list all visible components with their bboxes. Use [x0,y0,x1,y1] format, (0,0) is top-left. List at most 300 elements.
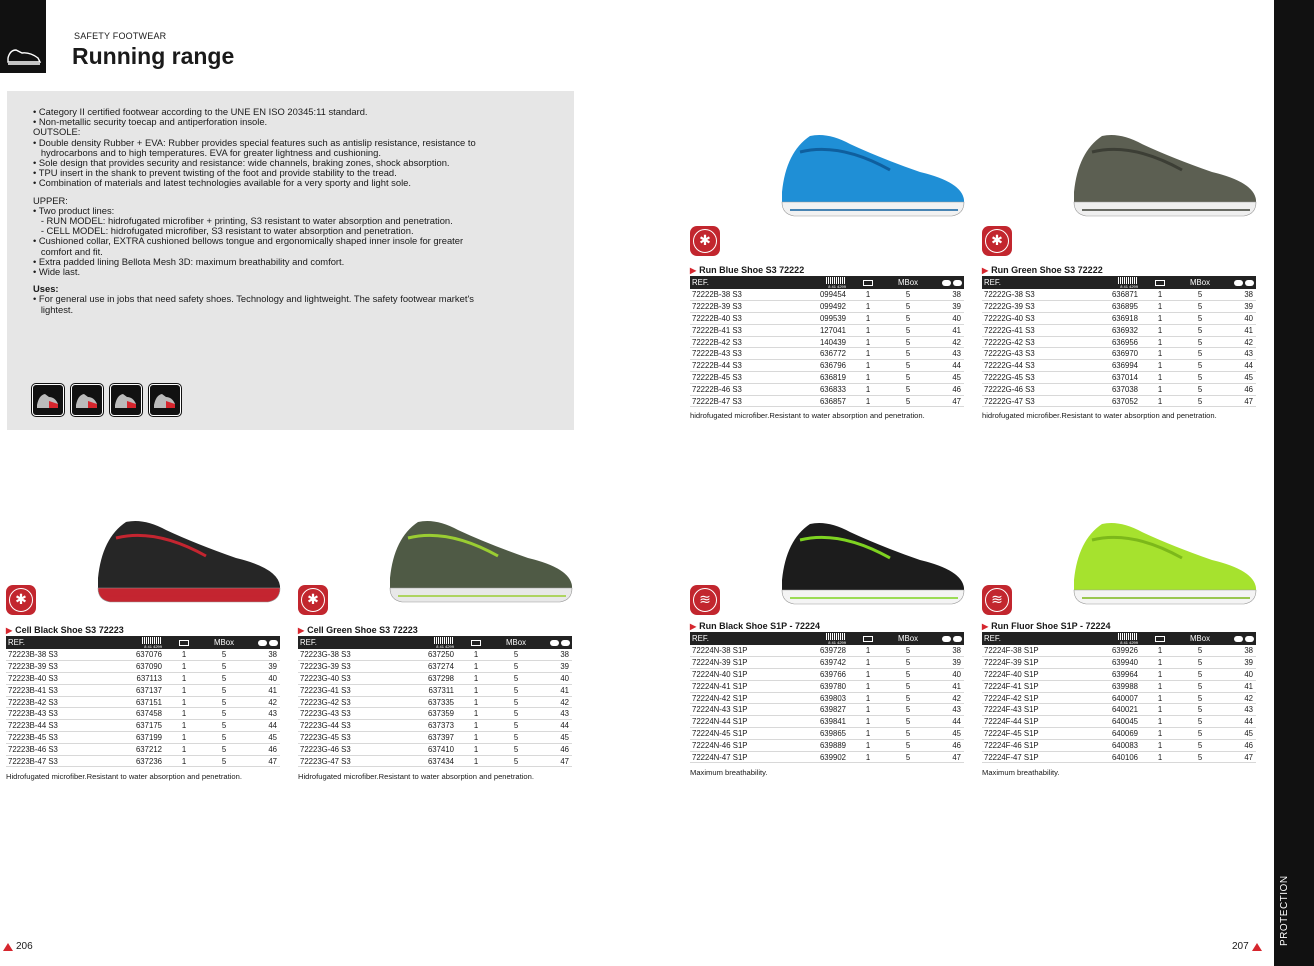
page-number-left [3,941,33,952]
table-cell: 40 [244,673,280,685]
table-row [982,336,1256,348]
table-cell: 1 [164,732,204,744]
table-cell: 72223G-43 S3 [298,708,394,720]
table-row [6,661,280,673]
table-cell: 1 [456,684,496,696]
table-cell: 46 [928,739,964,751]
table-row [298,649,572,661]
table-cell: 140439 [786,336,848,348]
table-cell: 1 [848,336,888,348]
table-row [982,395,1256,407]
col-ean: 8 41 4299 [786,632,848,645]
table-cell: 39 [1220,657,1256,669]
arrow-icon: ▶ [6,626,13,635]
table-row [982,645,1256,657]
table-cell: 5 [1180,669,1220,681]
table-cell: 72222B-41 S3 [690,324,786,336]
table-cell: 72223G-38 S3 [298,649,394,661]
product-photo [982,122,1258,222]
table-cell: 41 [1220,680,1256,692]
table-row [982,383,1256,395]
product-name [298,625,418,635]
table-cell: 5 [888,336,928,348]
table-cell: 39 [928,301,964,313]
table-cell: 1 [848,692,888,704]
col-unit [456,636,496,649]
box-icon [1155,636,1165,642]
table-row [690,645,964,657]
shoe-icon [6,44,42,66]
table-cell: 5 [1180,395,1220,407]
table-cell: 5 [1180,716,1220,728]
col-ref: REF. [6,636,102,649]
col-ref: REF. [982,632,1078,645]
col-ean: 8 41 4299 [102,636,164,649]
table-cell: 44 [1220,360,1256,372]
breathable-cert-icon: ≋ [690,585,720,615]
table-cell: 44 [536,720,572,732]
table-cell: 72223G-47 S3 [298,755,394,767]
description-line: • Double density Rubber + EVA: Rubber provides special features such as antislip resistance, resistance to [33,136,476,148]
shoe-pair-icon [942,636,962,642]
arrow-icon: ▶ [298,626,305,635]
table-row [982,692,1256,704]
table-cell: 1 [1140,739,1180,751]
table-cell: 47 [928,751,964,763]
table-cell: 5 [888,669,928,681]
table-cell: 637038 [1078,383,1140,395]
table-cell: 72224F-44 S1P [982,716,1078,728]
table-row [982,289,1256,301]
table-cell: 5 [1180,704,1220,716]
page-title: Running range [72,43,235,69]
table-cell: 1 [848,360,888,372]
table-cell: 1 [164,673,204,685]
col-ean: 8 41 4299 [786,276,848,289]
table-row [690,704,964,716]
table-cell: 1 [1140,289,1180,301]
table-cell: 41 [1220,324,1256,336]
table-cell: 43 [928,348,964,360]
table-cell: 38 [1220,645,1256,657]
table-cell: 1 [164,649,204,661]
product-note: Hidrofugated microfiber.Resistant to water absorption and penetration. [298,772,534,781]
table-cell: 1 [848,324,888,336]
table-cell: 5 [204,732,244,744]
table-cell: 636772 [786,348,848,360]
feature-icons [32,384,181,416]
col-mbox: MBox [888,632,928,645]
table-cell: 1 [1140,716,1180,728]
description-line: comfort and fit. [33,245,103,257]
table-cell: 39 [536,661,572,673]
table-cell: 1 [848,751,888,763]
table-cell: 637250 [394,649,456,661]
product-name [982,621,1111,631]
table-cell: 72223G-44 S3 [298,720,394,732]
table-cell: 1 [848,716,888,728]
table-cell: 5 [1180,645,1220,657]
table-cell: 5 [888,704,928,716]
table-cell: 099492 [786,301,848,313]
table-cell: 1 [456,696,496,708]
product-photo [982,510,1258,610]
table-row [6,720,280,732]
table-cell: 636819 [786,372,848,384]
table-cell: 5 [888,728,928,740]
table-cell: 72222B-47 S3 [690,395,786,407]
col-ref: REF. [298,636,394,649]
table-row [6,696,280,708]
section-tab [0,0,46,73]
product-name-text: Run Green Shoe S3 72222 [991,265,1103,275]
table-cell: 5 [888,372,928,384]
table-cell: 637113 [102,673,164,685]
table-cell: 72223G-41 S3 [298,684,394,696]
table-cell: 637052 [1078,395,1140,407]
table-cell: 1 [1140,728,1180,740]
table-cell: 639940 [1078,657,1140,669]
shoe-pair-icon [258,640,278,646]
table-cell: 72222B-38 S3 [690,289,786,301]
table-cell: 47 [1220,395,1256,407]
table-cell: 72222G-43 S3 [982,348,1078,360]
table-row [6,708,280,720]
table-cell: 40 [928,669,964,681]
table-cell: 72224F-40 S1P [982,669,1078,681]
table-cell: 72223G-46 S3 [298,743,394,755]
table-row [298,696,572,708]
shoe-pair-icon [1234,280,1254,286]
table-cell: 1 [164,743,204,755]
product-name-text: Cell Black Shoe S3 72223 [15,625,124,635]
section-label: SAFETY FOOTWEAR [74,31,167,41]
table-row [982,680,1256,692]
table-row [298,684,572,696]
safety-cert-icon: ✱ [6,585,36,615]
table-cell: 5 [496,661,536,673]
brand-triangle-icon [3,943,13,951]
table-cell: 1 [1140,657,1180,669]
table-cell: 38 [536,649,572,661]
table-cell: 1 [848,739,888,751]
table-row [690,360,964,372]
table-cell: 72224N-45 S1P [690,728,786,740]
table-cell: 46 [536,743,572,755]
table-cell: 1 [848,301,888,313]
table-row [982,657,1256,669]
table-row [298,661,572,673]
table-cell: 1 [1140,336,1180,348]
col-size [928,276,964,289]
table-row [982,348,1256,360]
table-cell: 40 [536,673,572,685]
table-row [690,348,964,360]
table-cell: 1 [164,708,204,720]
table-cell: 5 [496,732,536,744]
table-row [690,313,964,325]
table-cell: 45 [928,372,964,384]
table-cell: 637076 [102,649,164,661]
table-cell: 72224F-38 S1P [982,645,1078,657]
table-cell: 5 [888,692,928,704]
table-cell: 5 [204,673,244,685]
description-line: • Two product lines: [33,204,115,216]
table-cell: 72223B-41 S3 [6,684,102,696]
table-cell: 72222G-44 S3 [982,360,1078,372]
col-unit [848,632,888,645]
table-cell: 1 [848,669,888,681]
shoe-pair-icon [942,280,962,286]
product-photo [6,508,282,608]
table-cell: 637199 [102,732,164,744]
table-cell: 72223B-43 S3 [6,708,102,720]
table-row [6,684,280,696]
table-cell: 637236 [102,755,164,767]
table-cell: 636895 [1078,301,1140,313]
table-row [298,720,572,732]
table-cell: 1 [848,704,888,716]
table-cell: 5 [888,383,928,395]
table-cell: 1 [848,728,888,740]
table-cell: 72224F-41 S1P [982,680,1078,692]
table-cell: 5 [496,720,536,732]
table-cell: 5 [1180,728,1220,740]
page-number-right-text: 207 [1232,941,1249,952]
col-mbox: MBox [496,636,536,649]
table-cell: 1 [1140,751,1180,763]
table-cell: 640106 [1078,751,1140,763]
col-unit [848,276,888,289]
table-row [690,395,964,407]
table-cell: 636796 [786,360,848,372]
table-cell: 637014 [1078,372,1140,384]
table-cell: 46 [1220,739,1256,751]
table-cell: 636871 [1078,289,1140,301]
box-icon [863,280,873,286]
box-icon [863,636,873,642]
table-cell: 5 [888,324,928,336]
table-cell: 1 [1140,680,1180,692]
table-cell: 5 [1180,739,1220,751]
col-ref: REF. [690,276,786,289]
table-row [982,739,1256,751]
table-cell: 1 [848,680,888,692]
table-cell: 639766 [786,669,848,681]
table-cell: 5 [1180,324,1220,336]
table-cell: 44 [928,716,964,728]
table-cell: 1 [164,661,204,673]
table-cell: 637458 [102,708,164,720]
table-cell: 72224F-45 S1P [982,728,1078,740]
table-cell: 639841 [786,716,848,728]
table-cell: 47 [1220,751,1256,763]
table-cell: 5 [496,755,536,767]
table-cell: 43 [1220,704,1256,716]
table-cell: 637359 [394,708,456,720]
table-cell: 1 [848,289,888,301]
table-row [982,301,1256,313]
side-band [1274,0,1314,966]
description-line [33,189,563,196]
table-cell: 5 [888,360,928,372]
product-name [690,621,820,631]
table-row [690,657,964,669]
product-table [690,276,964,407]
table-cell: 639742 [786,657,848,669]
table-cell: 127041 [786,324,848,336]
table-row [690,669,964,681]
table-cell: 1 [456,661,496,673]
product-name-text: Run Fluor Shoe S1P - 72224 [991,621,1111,631]
table-row [982,716,1256,728]
table-row [298,708,572,720]
table-cell: 639827 [786,704,848,716]
box-icon [471,640,481,646]
table-cell: 1 [1140,324,1180,336]
table-cell: 5 [888,313,928,325]
table-cell: 1 [456,732,496,744]
description-line: • TPU insert in the shank to prevent twisting of the foot and provide stability to the tread. [33,167,397,179]
product-name [982,265,1103,275]
box-icon [1155,280,1165,286]
col-unit [164,636,204,649]
table-cell: 5 [204,708,244,720]
table-cell: 41 [536,684,572,696]
table-cell: 639988 [1078,680,1140,692]
table-cell: 42 [536,696,572,708]
table-cell: 39 [928,657,964,669]
col-mbox: MBox [204,636,244,649]
table-cell: 639964 [1078,669,1140,681]
table-cell: 5 [1180,372,1220,384]
col-ean: 8 41 4299 [1078,632,1140,645]
table-cell: 639865 [786,728,848,740]
table-cell: 72223B-38 S3 [6,649,102,661]
table-cell: 39 [1220,301,1256,313]
table-row [298,755,572,767]
product-table [6,636,280,767]
table-cell: 5 [496,673,536,685]
table-cell: 1 [456,720,496,732]
product-photo [298,508,574,608]
table-cell: 5 [888,395,928,407]
table-cell: 44 [928,360,964,372]
table-cell: 637298 [394,673,456,685]
table-row [298,732,572,744]
table-cell: 637212 [102,743,164,755]
table-cell: 72222B-40 S3 [690,313,786,325]
table-cell: 1 [848,395,888,407]
table-cell: 099539 [786,313,848,325]
table-cell: 1 [848,383,888,395]
table-cell: 1 [848,657,888,669]
table-cell: 72223G-40 S3 [298,673,394,685]
table-cell: 72224N-41 S1P [690,680,786,692]
table-cell: 44 [244,720,280,732]
description-line: • Extra padded lining Bellota Mesh 3D: maximum breathability and comfort. [33,255,345,267]
table-cell: 72224F-46 S1P [982,739,1078,751]
col-mbox: MBox [1180,632,1220,645]
table-cell: 72222B-43 S3 [690,348,786,360]
table-cell: 72222B-45 S3 [690,372,786,384]
side-label: PROTECTION [1279,875,1290,946]
safety-cert-icon: ✱ [982,226,1012,256]
table-cell: 39 [244,661,280,673]
table-cell: 639728 [786,645,848,657]
table-cell: 72222G-45 S3 [982,372,1078,384]
table-row [982,372,1256,384]
description-line: Uses: [33,283,59,295]
table-cell: 639926 [1078,645,1140,657]
table-cell: 40 [1220,669,1256,681]
table-cell: 5 [1180,751,1220,763]
table-cell: 72222G-39 S3 [982,301,1078,313]
table-cell: 5 [1180,313,1220,325]
description-panel [7,91,574,430]
description-line [33,277,563,284]
table-cell: 5 [1180,348,1220,360]
table-cell: 099454 [786,289,848,301]
table-cell: 72222G-40 S3 [982,313,1078,325]
table-cell: 1 [456,708,496,720]
product-note: Maximum breathability. [690,768,768,777]
table-cell: 72222G-46 S3 [982,383,1078,395]
table-cell: 1 [1140,348,1180,360]
product-name [690,265,804,275]
table-cell: 5 [1180,336,1220,348]
table-cell: 5 [1180,692,1220,704]
table-cell: 46 [244,743,280,755]
brand-triangle-icon [1252,943,1262,951]
table-cell: 72224N-44 S1P [690,716,786,728]
table-cell: 636932 [1078,324,1140,336]
table-cell: 72223B-39 S3 [6,661,102,673]
table-cell: 1 [1140,301,1180,313]
table-cell: 72223G-45 S3 [298,732,394,744]
table-cell: 637175 [102,720,164,732]
table-cell: 5 [1180,301,1220,313]
table-cell: 1 [848,348,888,360]
description-line: • Cushioned collar, EXTRA cushioned bellows tongue and ergonomically shaped inner insole for greater [33,235,464,247]
arrow-icon: ▶ [690,266,697,275]
table-cell: 38 [1220,289,1256,301]
table-cell: 637373 [394,720,456,732]
shoe-antiperforation-icon [71,384,103,416]
table-row [982,324,1256,336]
table-row [982,751,1256,763]
table-cell: 5 [204,755,244,767]
table-cell: 637311 [394,684,456,696]
table-cell: 47 [928,395,964,407]
table-row [298,673,572,685]
table-cell: 38 [928,645,964,657]
table-cell: 72224N-47 S1P [690,751,786,763]
table-cell: 640007 [1078,692,1140,704]
table-cell: 72224F-39 S1P [982,657,1078,669]
shoe-toecap-icon [32,384,64,416]
description-text [33,107,563,315]
col-size [244,636,280,649]
table-cell: 72223B-47 S3 [6,755,102,767]
col-size [1220,632,1256,645]
table-cell: 1 [1140,645,1180,657]
table-cell: 636918 [1078,313,1140,325]
product-note: Maximum breathability. [982,768,1060,777]
table-cell: 1 [1140,692,1180,704]
table-row [690,372,964,384]
description-line: • Sole design that provides security and resistance: wide channels, braking zones, shock absorption. [33,157,450,169]
